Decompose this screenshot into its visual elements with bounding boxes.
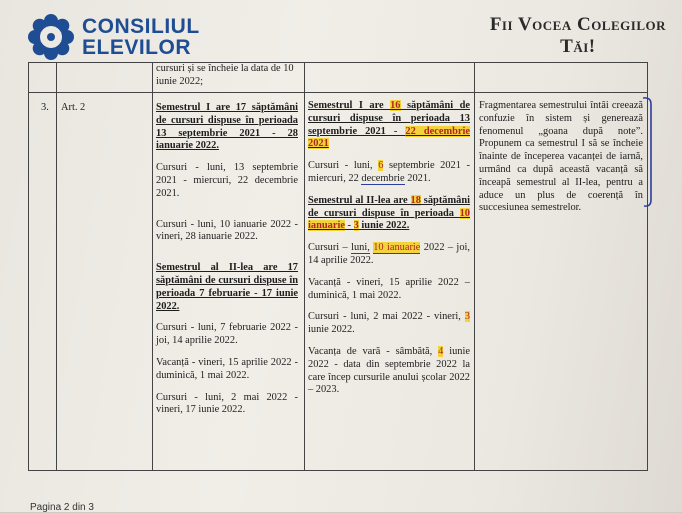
current-paragraph: Semestrul al II-lea are 17 săptămâni de cursuri dispuse în perioada 7 februarie - 17 iunie 2022. [156,262,298,312]
page-number: Pagina 2 din 3 [30,502,94,513]
slogan [490,14,666,58]
proposed-paragraph: Cursuri - luni, 2 mai 2022 - vineri, 3 iunie 2022. [308,311,470,336]
row-number: 3. [41,102,49,113]
flower-logo-icon [26,12,76,62]
table-border [28,470,648,471]
current-paragraph: Vacanță - vineri, 15 aprilie 2022 - duminică, 1 mai 2022. [156,356,298,381]
highlight: 10 ianuarie [308,207,470,232]
proposed-paragraph: Cursuri – luni, 10 ianuarie 2022 – joi, 14 aprilie 2022. [308,242,470,266]
current-paragraph: Semestrul I are 17 săptămâni de cursuri dispuse în perioada 13 septembrie 2021 - 28 ianuarie 2022. [156,102,298,152]
motivation-column [479,100,643,224]
column-divider [152,62,153,470]
column-divider [474,62,475,470]
current-paragraph: Cursuri - luni, 2 mai 2022 - vineri, 17 iunie 2022. [156,391,298,416]
slogan-line-1: Fii Vocea Colegilor [489,14,666,35]
top-row-text: cursuri și se încheie la data de 10 iunie 2022; [156,63,294,87]
ink-underline: decembrie [361,172,405,184]
slogan-line-2: Tăi! [560,36,596,57]
column-divider [28,62,29,470]
proposed-paragraph: Vacanță - vineri, 15 aprilie 2022 – duminică, 1 mai 2022. [308,276,470,301]
motivation-paragraph: Fragmentarea semestrului întâi creează confuzie în sistem și generează fenomenul „goana după note”. Propunem ca semestrul I să se încheie înainte de începerea vacanței de iarnă, urmând ca după această vacanță să înceapă semestrul al II-lea, pentru a aduce un plus de coerență în succesiunea semestrelor. [479,100,643,214]
highlight: 3 [464,311,470,323]
ink-bracket-mark [641,96,655,208]
proposal-table [28,62,648,470]
current-text-column [156,102,298,426]
column-divider [56,62,57,470]
proposed-paragraph: Semestrul al II-lea are 18 săptămâni de cursuri dispuse în perioada 10 ianuarie - 3 iunie 2022. [308,194,470,232]
highlight: 22 decembrie 2021 [308,125,470,150]
ink-underline: luni, [351,242,370,254]
table-border [28,62,648,63]
highlight: 16 [390,100,401,111]
row-divider [28,92,648,93]
highlight: 18 [410,194,421,206]
current-paragraph: Cursuri - luni, 13 septembrie 2021 - miercuri, 22 decembrie 2021. [156,162,298,199]
column-divider [304,62,305,470]
logo-line-1: CONSILIUL [82,15,200,38]
current-paragraph: Cursuri - luni, 7 februarie 2022 - joi, 14 aprilie 2022. [156,322,298,347]
article-label: Art. 2 [61,102,86,113]
consiliul-elevilor-logo [26,12,200,62]
highlight: 3 [353,220,359,232]
proposed-paragraph: Cursuri - luni, 6 septembrie 2021 - miercuri, 22 decembrie 2021. [308,160,471,184]
proposed-paragraph: Semestrul I are 16 săptămâni de cursuri dispuse în perioada 13 septembrie 2021 - 22 decembrie 2021 [308,100,471,150]
highlight: 10 ianuarie [373,242,421,254]
logo-line-2: ELEVILOR [82,36,192,59]
current-paragraph: Cursuri - luni, 10 ianuarie 2022 - vineri, 28 ianuarie 2022. [156,218,298,243]
proposed-paragraph: Vacanța de vară - sâmbătă, 4 iunie 2022 - data din septembrie 2022 la care încep cursurile anului școlar 2022 – 2023. [308,345,470,396]
proposed-text-column [308,100,470,406]
highlight: 4 [438,345,444,357]
highlight: 6 [378,160,384,172]
